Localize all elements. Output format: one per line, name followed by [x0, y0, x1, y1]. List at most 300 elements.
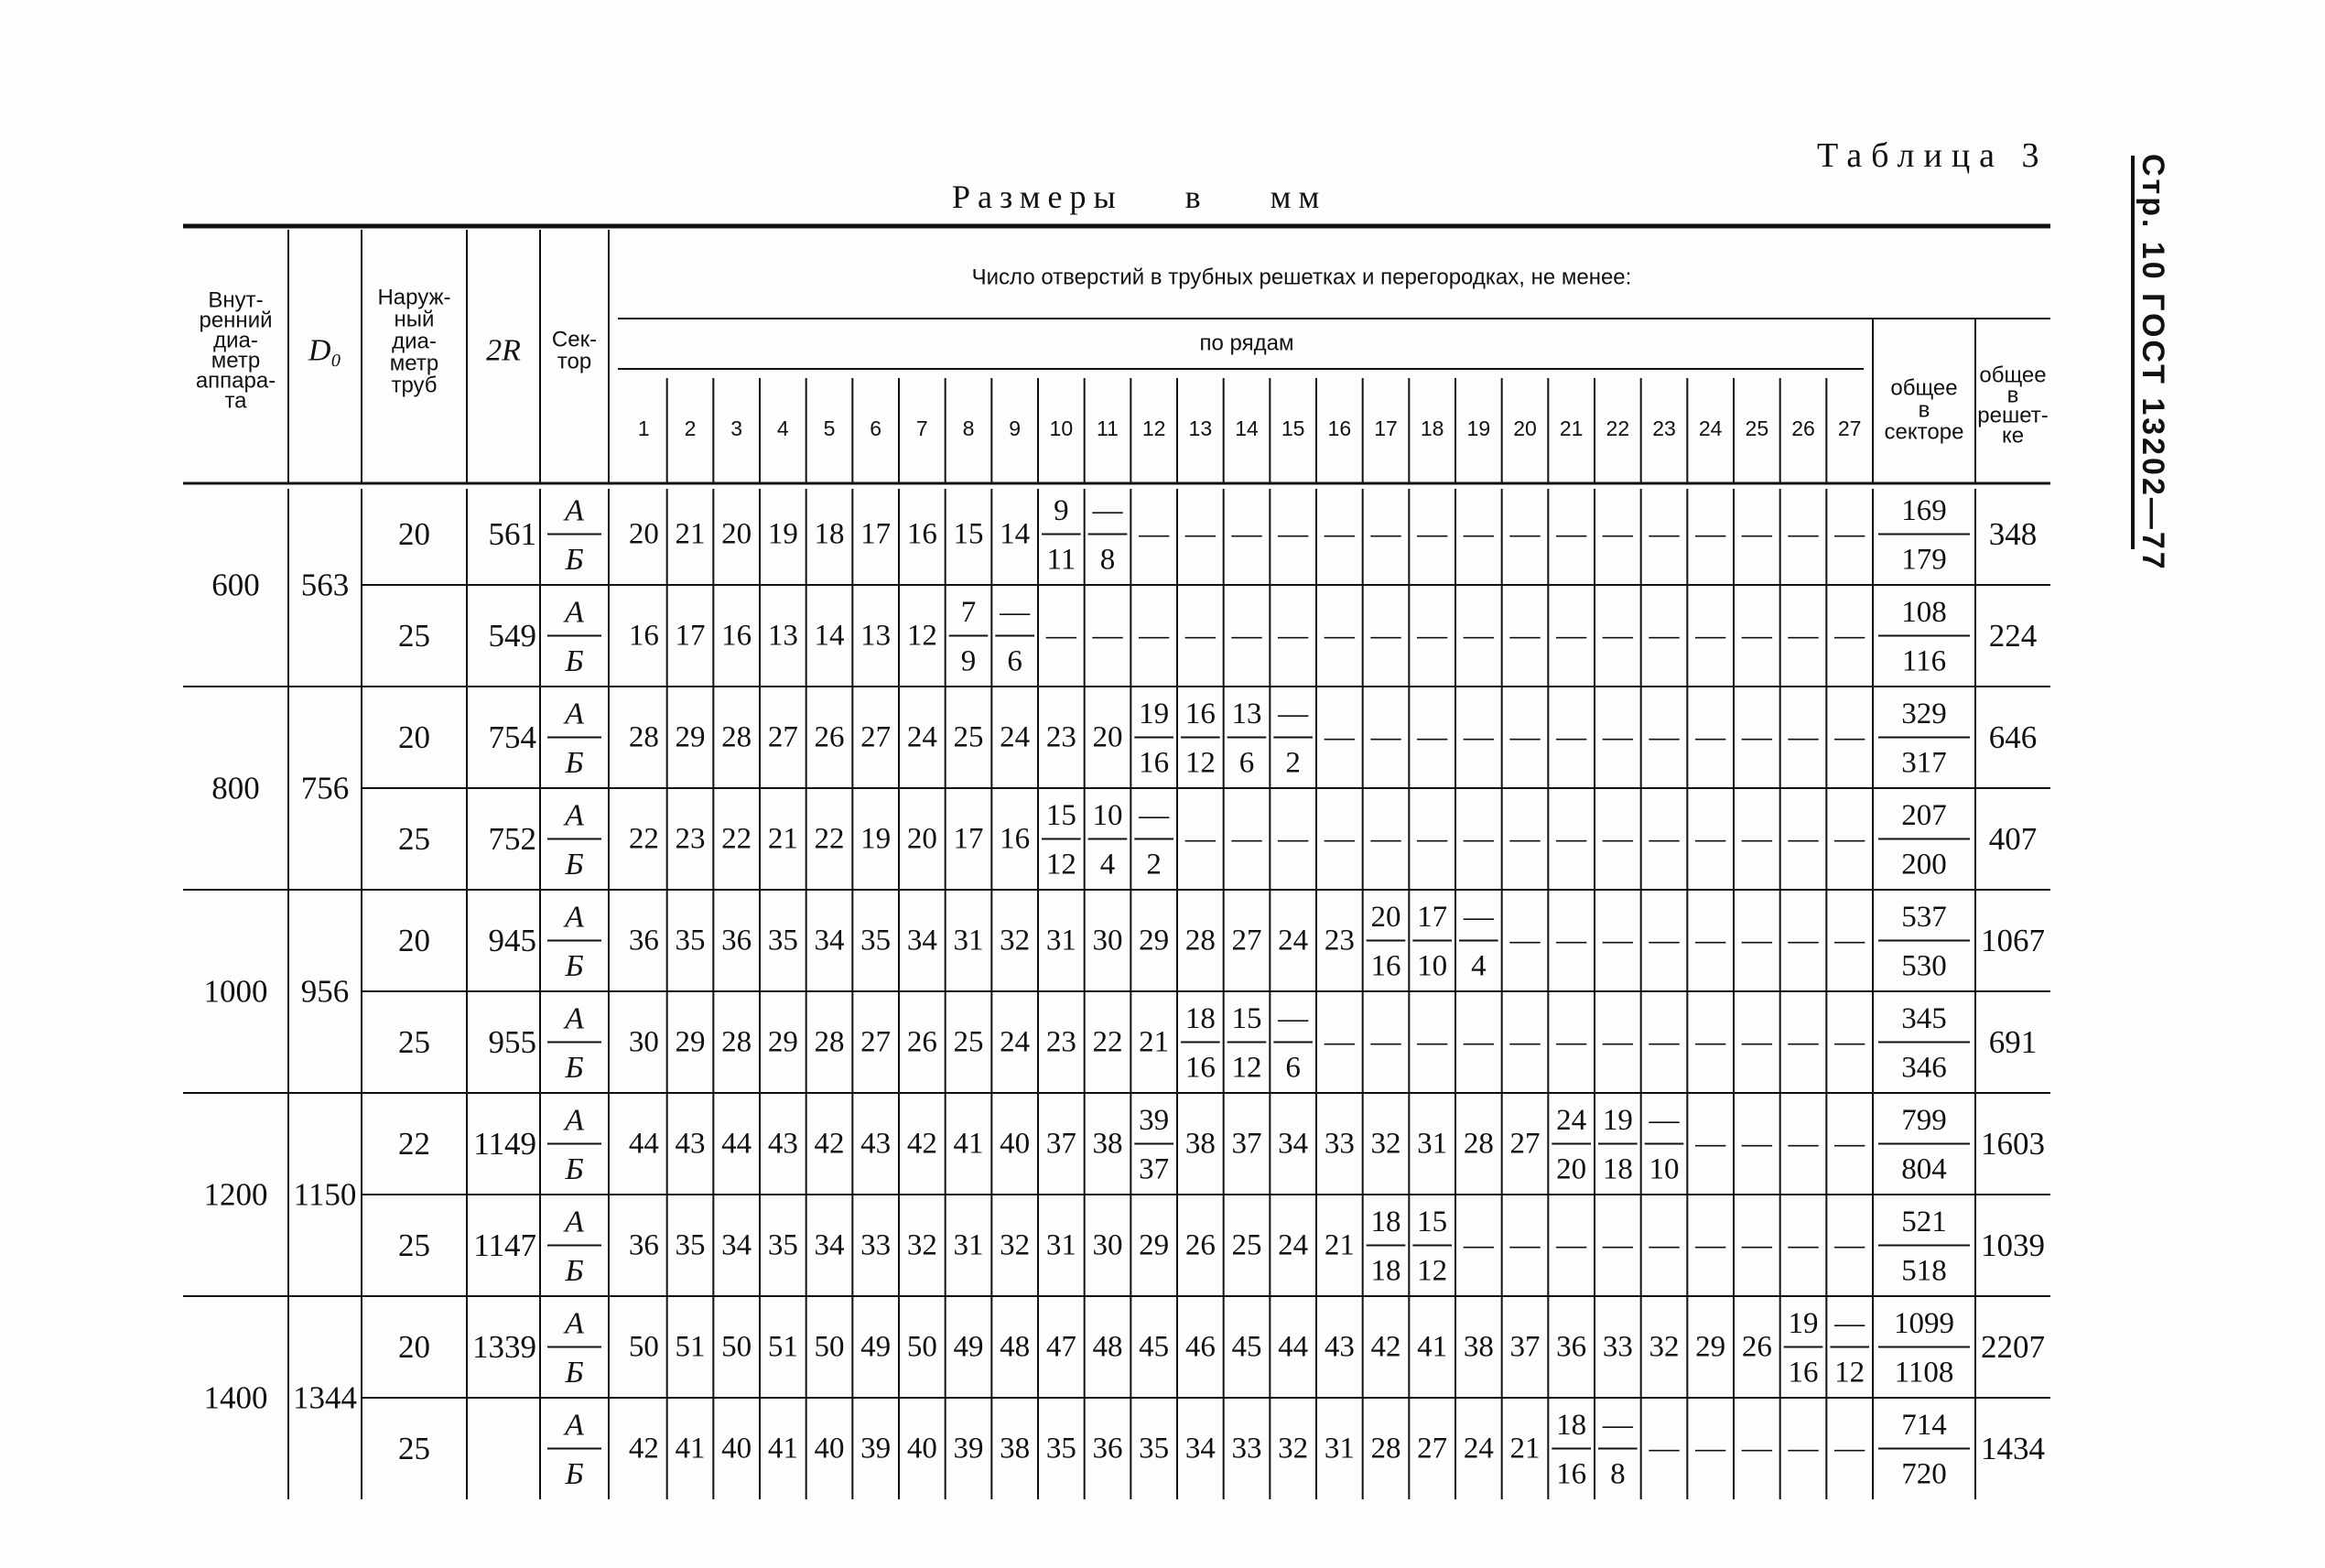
row-cell-a: — — [1834, 1306, 1865, 1340]
row-cell: — — [1649, 822, 1680, 856]
row-cell: 22 — [721, 822, 752, 856]
two-r-cell: 1147 — [473, 1227, 536, 1263]
row-cell: 31 — [1045, 1228, 1076, 1262]
units-caption: Размеры в мм — [952, 178, 1327, 215]
row-cell: 40 — [814, 1432, 845, 1465]
row-cell: — — [1649, 720, 1680, 754]
row-cell: 16 — [1000, 822, 1031, 856]
row-cell: — — [1649, 619, 1680, 653]
row-cell: — — [1370, 517, 1401, 551]
row-cell: 35 — [1139, 1432, 1170, 1465]
total-sector-a: 799 — [1901, 1103, 1947, 1137]
total-grid-cell: 407 — [1988, 821, 2038, 857]
outer-diameter-header: труб — [391, 373, 438, 398]
row-cell: — — [1741, 517, 1772, 551]
row-cell: — — [1602, 517, 1633, 551]
row-cell: — — [1092, 619, 1123, 653]
total-sector-b: 179 — [1901, 543, 1947, 577]
row-cell: 16 — [721, 619, 752, 653]
row-cell: — — [1741, 1127, 1772, 1161]
row-cell: 50 — [906, 1330, 937, 1364]
sector-b-label: Б — [565, 847, 584, 881]
row-cell: — — [1045, 619, 1076, 653]
row-cell: 23 — [1045, 1025, 1076, 1059]
row-cell: — — [1278, 619, 1309, 653]
row-cell: — — [1741, 924, 1772, 957]
row-cell: — — [1788, 1127, 1819, 1161]
row-cell-a: 10 — [1092, 798, 1123, 832]
row-cell: 22 — [628, 822, 659, 856]
total-grid-cell: 348 — [1988, 516, 2038, 552]
sector-b-label: Б — [565, 1456, 584, 1491]
row-cell: 42 — [628, 1432, 659, 1465]
row-cell: 27 — [1509, 1127, 1541, 1161]
total-grid-cell: 691 — [1988, 1024, 2038, 1060]
row-cell-a: 19 — [1788, 1306, 1819, 1340]
total-grid-header: ке — [2001, 423, 2025, 449]
row-cell: 38 — [1000, 1432, 1031, 1465]
total-grid-cell: 646 — [1988, 719, 2038, 755]
total-sector-a: 714 — [1901, 1408, 1947, 1442]
sector-a-label: А — [565, 1001, 584, 1036]
row-cell: — — [1741, 1228, 1772, 1262]
row-cell-b: 16 — [1556, 1457, 1587, 1491]
row-cell: 35 — [675, 924, 706, 957]
row-cell: — — [1370, 822, 1401, 856]
outer-diameter-header: диа- — [392, 329, 437, 354]
row-cell: 23 — [1045, 720, 1076, 754]
row-cell: 25 — [953, 1025, 984, 1059]
row-cell: 25 — [953, 720, 984, 754]
row-cell: 49 — [860, 1330, 892, 1364]
row-cell: — — [1834, 1432, 1865, 1465]
row-cell: 16 — [906, 517, 937, 551]
row-cell: 45 — [1139, 1330, 1170, 1364]
row-cell: — — [1139, 619, 1170, 653]
row-cell: 25 — [1231, 1228, 1262, 1262]
row-cell: 23 — [675, 822, 706, 856]
row-cell: 24 — [1278, 924, 1309, 957]
two-r-cell: 752 — [488, 821, 536, 857]
row-cell: — — [1695, 924, 1726, 957]
d0-cell: 1150 — [293, 1176, 357, 1213]
row-cell: 20 — [721, 517, 752, 551]
row-cell: — — [1231, 619, 1262, 653]
row-cell: 32 — [1000, 1228, 1031, 1262]
row-cell: 26 — [1184, 1228, 1216, 1262]
row-cell: 28 — [814, 1025, 845, 1059]
total-grid-header: общее — [1979, 362, 2047, 388]
row-cell: 30 — [1092, 1228, 1123, 1262]
row-cell: — — [1602, 822, 1633, 856]
row-number-header: 8 — [962, 416, 975, 440]
outer-diameter-cell: 20 — [398, 719, 430, 755]
sector-b-label: Б — [565, 1152, 584, 1186]
row-cell: 31 — [1324, 1432, 1355, 1465]
row-cell: 32 — [1278, 1432, 1309, 1465]
row-number-header: 11 — [1097, 416, 1119, 440]
row-cell: 48 — [1092, 1330, 1123, 1364]
row-cell: 31 — [1417, 1127, 1448, 1161]
row-cell: — — [1370, 1025, 1401, 1059]
d0-cell: 563 — [300, 567, 350, 603]
inner-diameter-cell: 1200 — [203, 1176, 268, 1213]
row-cell: 34 — [1278, 1127, 1309, 1161]
row-number-header: 21 — [1559, 416, 1584, 440]
row-cell: — — [1417, 720, 1448, 754]
side-rule — [2131, 156, 2135, 549]
row-cell: 29 — [675, 1025, 706, 1059]
row-cell: 42 — [906, 1127, 937, 1161]
row-cell: — — [1695, 1127, 1726, 1161]
row-cell: 15 — [953, 517, 984, 551]
row-cell: — — [1602, 720, 1633, 754]
row-cell: — — [1834, 1025, 1865, 1059]
row-cell-a: 15 — [1417, 1205, 1448, 1238]
row-number-header: 6 — [870, 416, 882, 440]
row-cell: 29 — [1695, 1330, 1726, 1364]
by-rows-header: по рядам — [1199, 330, 1294, 356]
row-cell: 49 — [953, 1330, 984, 1364]
row-cell-b: 4 — [1099, 848, 1116, 881]
row-number-header: 27 — [1837, 416, 1862, 440]
sector-b-label: Б — [565, 1355, 584, 1390]
row-cell: — — [1788, 1432, 1819, 1465]
row-cell: — — [1834, 517, 1865, 551]
row-cell: 41 — [675, 1432, 706, 1465]
inner-diameter-header: та — [224, 388, 247, 414]
row-cell: 20 — [628, 517, 659, 551]
row-cell: 21 — [675, 517, 706, 551]
row-cell-a: 19 — [1139, 697, 1170, 730]
row-cell-b: 10 — [1417, 949, 1448, 983]
row-cell: — — [1278, 822, 1309, 856]
row-cell: 31 — [953, 1228, 984, 1262]
row-cell: 40 — [721, 1432, 752, 1465]
row-cell: — — [1463, 517, 1494, 551]
row-number-header: 23 — [1652, 416, 1676, 440]
row-cell: 26 — [814, 720, 845, 754]
row-cell: 24 — [1278, 1228, 1309, 1262]
row-cell-a: 15 — [1045, 798, 1076, 832]
total-grid-header: решет- — [1977, 403, 2049, 428]
total-sector-b: 530 — [1901, 949, 1947, 983]
total-sector-header: в — [1918, 397, 1930, 423]
sector-b-label: Б — [565, 1050, 584, 1085]
row-cell-a: — — [1602, 1408, 1633, 1442]
d0-header: D₀ — [308, 333, 342, 368]
row-cell-a: — — [1649, 1103, 1680, 1137]
two-r-cell: 955 — [488, 1024, 536, 1060]
total-grid-cell: 1603 — [1981, 1126, 2045, 1162]
row-cell: 42 — [1370, 1330, 1401, 1364]
row-cell: 43 — [1324, 1330, 1355, 1364]
row-cell: 21 — [1509, 1432, 1541, 1465]
row-cell: 48 — [1000, 1330, 1031, 1364]
sector-a-label: А — [565, 900, 584, 935]
row-cell: — — [1139, 517, 1170, 551]
row-cell: 19 — [860, 822, 892, 856]
total-sector-header: секторе — [1884, 419, 1964, 445]
row-cell: — — [1556, 720, 1587, 754]
row-cell: — — [1556, 1228, 1587, 1262]
row-number-header: 2 — [684, 416, 697, 440]
outer-diameter-cell: 25 — [398, 1024, 430, 1060]
total-grid-cell: 2207 — [1981, 1329, 2045, 1365]
row-cell: — — [1788, 1025, 1819, 1059]
row-cell: 13 — [767, 619, 798, 653]
row-cell: — — [1417, 822, 1448, 856]
row-cell: 31 — [1045, 924, 1076, 957]
row-number-header: 22 — [1606, 416, 1630, 440]
row-cell-b: 4 — [1471, 949, 1487, 983]
row-cell-a: 19 — [1602, 1103, 1633, 1137]
row-cell: 13 — [860, 619, 892, 653]
row-cell: — — [1649, 1228, 1680, 1262]
total-sector-b: 1108 — [1894, 1356, 1954, 1390]
row-cell: 28 — [1370, 1432, 1401, 1465]
row-cell-a: 9 — [1054, 493, 1069, 527]
row-cell: 47 — [1045, 1330, 1076, 1364]
row-cell: 33 — [860, 1228, 892, 1262]
row-cell-b: 2 — [1146, 848, 1162, 881]
row-cell-b: 9 — [960, 644, 977, 678]
row-cell: — — [1741, 720, 1772, 754]
row-cell: — — [1184, 822, 1216, 856]
row-cell-a: 17 — [1417, 900, 1448, 934]
row-cell: 34 — [814, 1228, 845, 1262]
row-cell: 18 — [814, 517, 845, 551]
row-cell: 14 — [1000, 517, 1031, 551]
total-sector-b: 116 — [1901, 644, 1947, 678]
row-cell: — — [1324, 619, 1355, 653]
row-cell: — — [1602, 1025, 1633, 1059]
row-cell-b: 11 — [1046, 543, 1076, 577]
sector-header: тор — [557, 349, 592, 374]
row-cell: 28 — [1184, 924, 1216, 957]
row-cell-a: — — [1278, 1001, 1309, 1035]
inner-diameter-header: метр — [211, 348, 261, 373]
row-cell-a: — — [1463, 900, 1494, 934]
row-cell-b: 37 — [1139, 1152, 1170, 1186]
row-cell: 36 — [1092, 1432, 1123, 1465]
row-cell: 43 — [767, 1127, 798, 1161]
holes-header: Число отверстий в трубных решетках и перегородках, не менее: — [971, 265, 1632, 290]
sector-b-label: Б — [565, 948, 584, 983]
outer-diameter-header: Наруж- — [377, 285, 451, 310]
row-cell: 31 — [953, 924, 984, 957]
outer-diameter-cell: 20 — [398, 1329, 430, 1365]
sector-a-label: А — [565, 798, 584, 833]
row-cell: 45 — [1231, 1330, 1262, 1364]
row-cell: 27 — [860, 1025, 892, 1059]
row-cell: 40 — [1000, 1127, 1031, 1161]
row-cell: 28 — [721, 1025, 752, 1059]
row-cell: 16 — [628, 619, 659, 653]
row-cell: 50 — [721, 1330, 752, 1364]
row-cell: 28 — [628, 720, 659, 754]
row-cell-b: 12 — [1045, 848, 1076, 881]
row-cell-b: 16 — [1788, 1356, 1819, 1390]
row-cell: 37 — [1509, 1330, 1541, 1364]
total-sector-b: 518 — [1901, 1254, 1947, 1288]
row-cell: — — [1556, 924, 1587, 957]
row-cell: 40 — [906, 1432, 937, 1465]
row-cell: 17 — [953, 822, 984, 856]
row-cell: 20 — [1092, 720, 1123, 754]
row-number-header: 24 — [1698, 416, 1723, 440]
row-cell-a: — — [1092, 493, 1123, 527]
row-cell: 12 — [906, 619, 937, 653]
row-cell: 32 — [1370, 1127, 1401, 1161]
row-cell: 35 — [767, 924, 798, 957]
d0-cell: 956 — [300, 973, 350, 1010]
outer-diameter-cell: 25 — [398, 821, 430, 857]
row-cell: 24 — [1000, 1025, 1031, 1059]
sector-b-label: Б — [565, 745, 584, 780]
row-cell-a: 16 — [1184, 697, 1216, 730]
row-cell-b: 12 — [1184, 746, 1216, 780]
total-grid-header: в — [2006, 383, 2019, 408]
row-cell: 34 — [721, 1228, 752, 1262]
sector-b-label: Б — [565, 542, 584, 577]
row-cell: — — [1463, 1228, 1494, 1262]
total-sector-a: 329 — [1901, 697, 1947, 730]
row-number-header: 15 — [1281, 416, 1305, 440]
row-cell: — — [1556, 822, 1587, 856]
inner-diameter-cell: 600 — [211, 567, 260, 603]
row-cell: 23 — [1324, 924, 1355, 957]
row-cell: — — [1788, 1228, 1819, 1262]
row-cell: 35 — [1045, 1432, 1076, 1465]
row-cell-a: 24 — [1556, 1103, 1587, 1137]
row-cell-a: — — [1139, 798, 1170, 832]
row-cell: 38 — [1184, 1127, 1216, 1161]
row-cell: 21 — [1324, 1228, 1355, 1262]
row-cell-a: 13 — [1231, 697, 1262, 730]
row-cell: 43 — [860, 1127, 892, 1161]
row-cell: 20 — [906, 822, 937, 856]
row-number-header: 1 — [637, 416, 650, 440]
row-cell: — — [1649, 1025, 1680, 1059]
row-cell: — — [1509, 924, 1541, 957]
row-cell: — — [1788, 720, 1819, 754]
row-cell: 29 — [675, 720, 706, 754]
row-cell-b: 18 — [1370, 1254, 1401, 1288]
row-cell-b: 12 — [1417, 1254, 1448, 1288]
row-cell: 38 — [1463, 1330, 1494, 1364]
row-cell: — — [1649, 924, 1680, 957]
row-cell: — — [1324, 517, 1355, 551]
row-cell: — — [1649, 517, 1680, 551]
sector-a-label: А — [565, 1103, 584, 1138]
row-cell: — — [1278, 517, 1309, 551]
row-number-header: 12 — [1141, 416, 1166, 440]
total-sector-a: 108 — [1901, 595, 1947, 629]
row-cell: 21 — [1139, 1025, 1170, 1059]
row-cell-b: 6 — [1007, 644, 1022, 678]
row-number-header: 7 — [915, 416, 928, 440]
page-number-label: Стр. 10 ГОСТ 13202—77 — [2136, 154, 2170, 572]
row-cell: 34 — [906, 924, 937, 957]
total-grid-cell: 1067 — [1981, 923, 2045, 958]
table-caption: Таблица 3 — [1817, 136, 2049, 175]
row-cell: 51 — [767, 1330, 798, 1364]
row-cell: 28 — [721, 720, 752, 754]
row-cell: 50 — [628, 1330, 659, 1364]
row-cell: — — [1324, 822, 1355, 856]
row-cell: — — [1463, 619, 1494, 653]
total-sector-b: 720 — [1901, 1457, 1947, 1491]
row-cell: — — [1509, 619, 1541, 653]
row-cell-a: 39 — [1139, 1103, 1170, 1137]
row-cell: — — [1788, 822, 1819, 856]
sector-a-label: А — [565, 697, 584, 731]
row-cell: 37 — [1045, 1127, 1076, 1161]
inner-diameter-cell: 800 — [211, 770, 260, 806]
row-cell: 35 — [675, 1228, 706, 1262]
row-cell: — — [1231, 517, 1262, 551]
row-cell-a: 7 — [960, 595, 977, 629]
outer-diameter-cell: 20 — [398, 516, 430, 552]
total-sector-a: 345 — [1901, 1001, 1947, 1035]
two-r-header: 2R — [486, 333, 521, 368]
row-cell: 27 — [860, 720, 892, 754]
row-cell: — — [1556, 1025, 1587, 1059]
sector-b-label: Б — [565, 643, 584, 678]
row-cell: 39 — [953, 1432, 984, 1465]
row-cell-b: 10 — [1649, 1152, 1680, 1186]
row-number-header: 9 — [1009, 416, 1022, 440]
row-number-header: 16 — [1327, 416, 1352, 440]
row-cell: 17 — [860, 517, 892, 551]
outer-diameter-cell: 25 — [398, 618, 430, 654]
row-cell: — — [1417, 1025, 1448, 1059]
total-sector-b: 804 — [1901, 1152, 1947, 1186]
row-cell: — — [1695, 1228, 1726, 1262]
row-cell: 22 — [1092, 1025, 1123, 1059]
row-cell: 35 — [767, 1228, 798, 1262]
outer-diameter-cell: 25 — [398, 1227, 430, 1263]
row-cell: 33 — [1324, 1127, 1355, 1161]
row-cell: 44 — [721, 1127, 752, 1161]
row-cell: — — [1184, 619, 1216, 653]
row-number-header: 3 — [730, 416, 743, 440]
outer-diameter-cell: 22 — [398, 1126, 430, 1162]
row-cell: — — [1370, 619, 1401, 653]
total-grid-cell: 1039 — [1981, 1227, 2045, 1263]
row-cell-b: 2 — [1285, 746, 1301, 780]
total-sector-a: 521 — [1901, 1205, 1947, 1238]
row-cell: — — [1463, 720, 1494, 754]
row-cell: 50 — [814, 1330, 845, 1364]
row-cell: — — [1602, 1228, 1633, 1262]
inner-diameter-cell: 1000 — [203, 973, 268, 1010]
row-cell: 24 — [1463, 1432, 1494, 1465]
row-number-header: 26 — [1791, 416, 1815, 440]
row-cell-a: — — [1278, 697, 1309, 730]
row-cell: — — [1184, 517, 1216, 551]
sector-a-label: А — [565, 493, 584, 528]
row-number-header: 19 — [1466, 416, 1491, 440]
row-cell: — — [1741, 619, 1772, 653]
row-cell-b: 20 — [1556, 1152, 1587, 1186]
row-cell-a: 18 — [1370, 1205, 1401, 1238]
row-number-header: 10 — [1049, 416, 1074, 440]
inner-diameter-header: ренний — [199, 308, 273, 333]
outer-diameter-cell: 20 — [398, 923, 430, 958]
sector-a-label: А — [565, 1408, 584, 1443]
